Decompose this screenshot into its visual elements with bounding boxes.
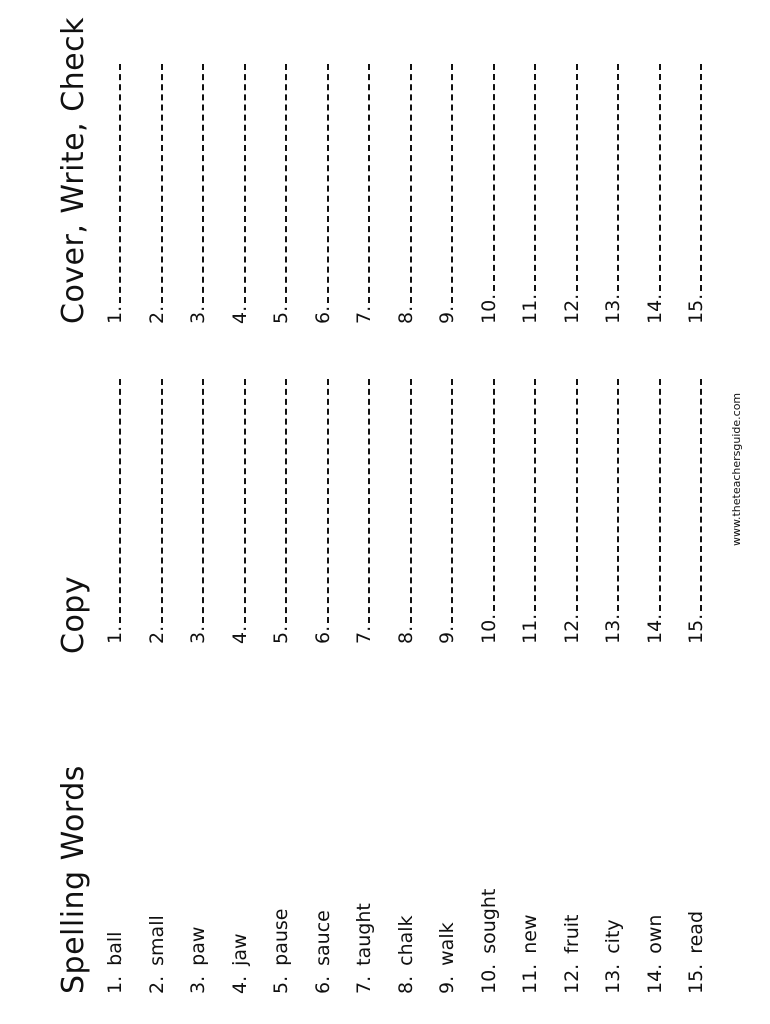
spelling-word-item bbox=[636, 734, 666, 994]
copy-writing-line[interactable] bbox=[202, 379, 204, 623]
line-number: 10. bbox=[477, 613, 500, 644]
copy-writing-line[interactable] bbox=[493, 379, 495, 611]
spelling-word-item bbox=[304, 734, 334, 994]
copy-row bbox=[221, 379, 251, 644]
spelling-word: ball bbox=[104, 931, 126, 966]
spelling-word: read bbox=[685, 910, 707, 954]
check-writing-line[interactable] bbox=[161, 64, 163, 303]
check-row bbox=[636, 64, 666, 324]
copy-writing-line[interactable] bbox=[368, 379, 370, 623]
check-row bbox=[553, 64, 583, 324]
spelling-word: city bbox=[602, 919, 624, 954]
spelling-word: walk bbox=[436, 922, 458, 966]
spelling-word-item bbox=[221, 734, 251, 994]
line-number: 2. bbox=[145, 625, 168, 644]
copy-heading: Copy bbox=[56, 575, 91, 654]
item-number: 10. bbox=[477, 963, 500, 994]
line-number: 14. bbox=[643, 613, 666, 644]
check-writing-line[interactable] bbox=[659, 64, 661, 291]
check-row bbox=[594, 64, 624, 324]
spelling-words-heading: Spelling Words bbox=[56, 765, 91, 994]
item-number: 12. bbox=[560, 963, 583, 994]
item-number: 2. bbox=[145, 975, 168, 994]
spelling-word-item bbox=[138, 734, 168, 994]
line-number: 2. bbox=[145, 305, 168, 324]
line-number: 14. bbox=[643, 293, 666, 324]
item-number: 13. bbox=[602, 963, 624, 994]
line-number: 15. bbox=[685, 293, 707, 324]
copy-row bbox=[345, 379, 375, 644]
check-writing-line[interactable] bbox=[534, 64, 536, 291]
item-number: 4. bbox=[228, 975, 251, 994]
check-writing-line[interactable] bbox=[451, 64, 453, 303]
copy-row bbox=[470, 379, 500, 644]
spelling-word-item bbox=[677, 734, 707, 994]
check-writing-line[interactable] bbox=[700, 64, 702, 291]
copy-row bbox=[636, 379, 666, 644]
copy-writing-line[interactable] bbox=[659, 379, 661, 611]
copy-row bbox=[387, 379, 417, 644]
check-row bbox=[221, 64, 251, 324]
spelling-word: small bbox=[145, 915, 168, 966]
spelling-word: fruit bbox=[560, 914, 583, 954]
copy-writing-line[interactable] bbox=[327, 379, 329, 623]
check-row bbox=[428, 64, 458, 324]
spelling-word-item bbox=[262, 734, 292, 994]
spelling-word: taught bbox=[353, 903, 375, 966]
spelling-word: own bbox=[643, 914, 666, 954]
spelling-word-item bbox=[594, 734, 624, 994]
copy-writing-line[interactable] bbox=[244, 379, 246, 623]
copy-writing-line[interactable] bbox=[700, 379, 702, 611]
check-row bbox=[511, 64, 541, 324]
spelling-word-item bbox=[511, 734, 541, 994]
copy-row bbox=[179, 379, 209, 644]
check-writing-line[interactable] bbox=[576, 64, 578, 291]
check-row bbox=[345, 64, 375, 324]
spelling-word: chalk bbox=[394, 915, 417, 966]
spelling-word: jaw bbox=[228, 933, 251, 966]
line-number: 9. bbox=[436, 305, 458, 324]
spelling-word-item bbox=[553, 734, 583, 994]
line-number: 5. bbox=[270, 625, 292, 644]
copy-writing-line[interactable] bbox=[410, 379, 412, 623]
spelling-word: sauce bbox=[311, 910, 334, 966]
item-number: 11. bbox=[519, 963, 541, 994]
check-row bbox=[96, 64, 126, 324]
line-number: 8. bbox=[394, 305, 417, 324]
check-writing-line[interactable] bbox=[327, 64, 329, 303]
copy-writing-line[interactable] bbox=[534, 379, 536, 611]
copy-row bbox=[553, 379, 583, 644]
copy-row bbox=[262, 379, 292, 644]
line-number: 8. bbox=[394, 625, 417, 644]
line-number: 13. bbox=[602, 293, 624, 324]
line-number: 1. bbox=[104, 625, 126, 644]
copy-writing-line[interactable] bbox=[451, 379, 453, 623]
copy-row bbox=[511, 379, 541, 644]
copy-writing-line[interactable] bbox=[285, 379, 287, 623]
check-row bbox=[179, 64, 209, 324]
copy-writing-line[interactable] bbox=[161, 379, 163, 623]
spelling-word: paw bbox=[187, 926, 209, 966]
item-number: 14. bbox=[643, 963, 666, 994]
item-number: 5. bbox=[270, 975, 292, 994]
line-number: 12. bbox=[560, 293, 583, 324]
item-number: 3. bbox=[187, 975, 209, 994]
copy-row bbox=[304, 379, 334, 644]
line-number: 4. bbox=[228, 305, 251, 324]
check-writing-line[interactable] bbox=[493, 64, 495, 291]
spelling-word-item bbox=[96, 734, 126, 994]
item-number: 6. bbox=[311, 975, 334, 994]
check-writing-line[interactable] bbox=[244, 64, 246, 303]
check-writing-line[interactable] bbox=[119, 64, 121, 303]
spelling-word-item bbox=[179, 734, 209, 994]
line-number: 11. bbox=[519, 293, 541, 324]
check-row bbox=[387, 64, 417, 324]
spelling-word: pause bbox=[270, 908, 292, 966]
line-number: 15. bbox=[685, 613, 707, 644]
check-row bbox=[304, 64, 334, 324]
line-number: 10. bbox=[477, 293, 500, 324]
check-row bbox=[470, 64, 500, 324]
line-number: 9. bbox=[436, 625, 458, 644]
copy-row bbox=[96, 379, 126, 644]
copy-writing-line[interactable] bbox=[576, 379, 578, 611]
check-row bbox=[677, 64, 707, 324]
check-writing-line[interactable] bbox=[617, 64, 619, 291]
copy-writing-line[interactable] bbox=[617, 379, 619, 611]
item-number: 9. bbox=[436, 975, 458, 994]
spelling-word-item bbox=[387, 734, 417, 994]
item-number: 1. bbox=[104, 975, 126, 994]
check-writing-line[interactable] bbox=[202, 64, 204, 303]
item-number: 7. bbox=[353, 975, 375, 994]
line-number: 4. bbox=[228, 625, 251, 644]
check-writing-line[interactable] bbox=[410, 64, 412, 303]
spelling-word-item bbox=[345, 734, 375, 994]
line-number: 12. bbox=[560, 613, 583, 644]
spelling-word: new bbox=[519, 914, 541, 954]
copy-writing-line[interactable] bbox=[119, 379, 121, 623]
line-number: 1. bbox=[104, 305, 126, 324]
line-number: 13. bbox=[602, 613, 624, 644]
cover-write-check-heading: Cover, Write, Check bbox=[56, 17, 91, 324]
line-number: 6. bbox=[311, 625, 334, 644]
line-number: 5. bbox=[270, 305, 292, 324]
copy-row bbox=[677, 379, 707, 644]
check-writing-line[interactable] bbox=[368, 64, 370, 303]
line-number: 3. bbox=[187, 305, 209, 324]
copy-row bbox=[138, 379, 168, 644]
line-number: 7. bbox=[353, 625, 375, 644]
footer-url: www.theteachersguide.com bbox=[730, 392, 743, 546]
line-number: 11. bbox=[519, 613, 541, 644]
spelling-word-item bbox=[428, 734, 458, 994]
line-number: 7. bbox=[353, 305, 375, 324]
line-number: 6. bbox=[311, 305, 334, 324]
copy-row bbox=[594, 379, 624, 644]
item-number: 15. bbox=[685, 963, 707, 994]
spelling-word: sought bbox=[477, 888, 500, 954]
check-writing-line[interactable] bbox=[285, 64, 287, 303]
check-row bbox=[262, 64, 292, 324]
copy-row bbox=[428, 379, 458, 644]
spelling-word-item bbox=[470, 734, 500, 994]
line-number: 3. bbox=[187, 625, 209, 644]
check-row bbox=[138, 64, 168, 324]
item-number: 8. bbox=[394, 975, 417, 994]
